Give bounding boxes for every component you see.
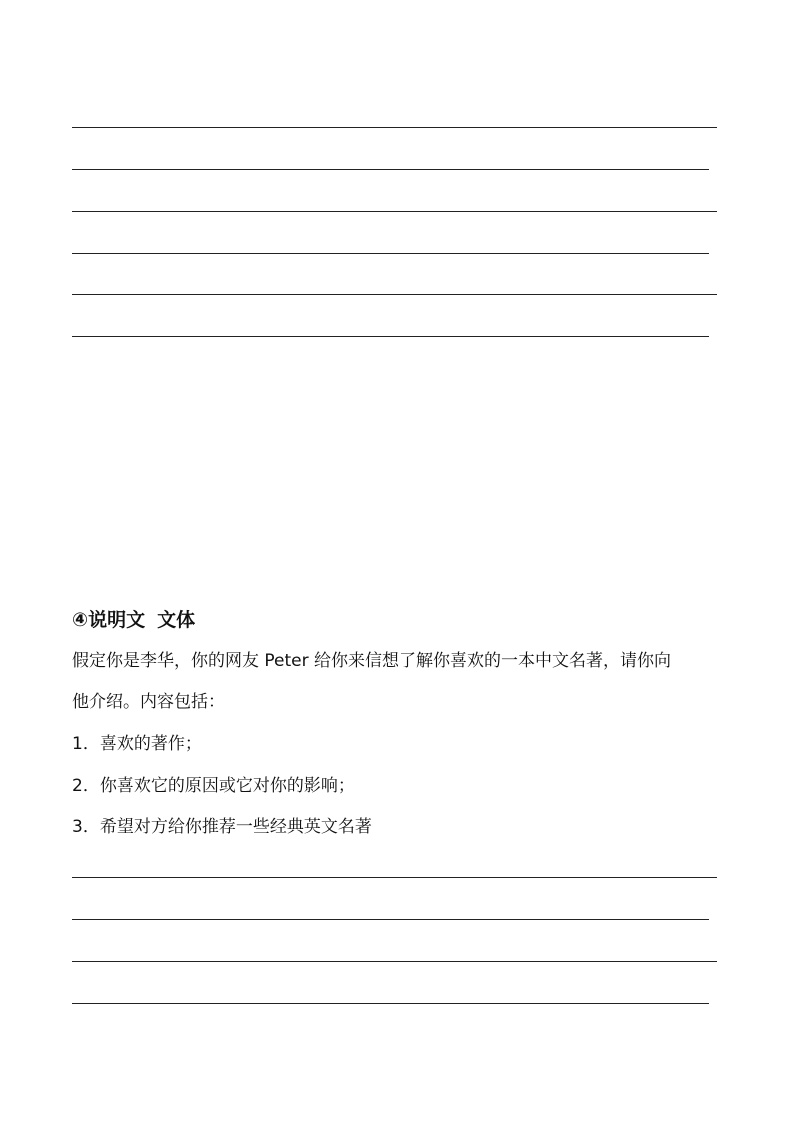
writing-line — [72, 877, 717, 878]
writing-line — [72, 253, 709, 254]
list-item: 3．希望对方给你推荐一些经典英文名著 — [72, 817, 372, 837]
list-item: 1．喜欢的著作； — [72, 734, 202, 754]
writing-line — [72, 127, 717, 128]
section-heading — [72, 605, 195, 632]
prompt-line-1: 假定你是李华，你的网友 Peter 给你来信想了解你喜欢的一本中文名著，请你向 — [72, 651, 672, 671]
writing-line — [72, 961, 717, 962]
prompt-line-2: 他介绍。内容包括： — [72, 692, 225, 712]
writing-line — [72, 336, 709, 337]
writing-line — [72, 919, 709, 920]
writing-line — [72, 211, 717, 212]
list-item: 2．你喜欢它的原因或它对你的影响； — [72, 776, 355, 796]
writing-line — [72, 1003, 709, 1004]
writing-line — [72, 169, 709, 170]
section-subtitle: 文体 — [157, 609, 196, 631]
writing-line — [72, 294, 717, 295]
section-title: ④说明文 — [72, 609, 146, 631]
